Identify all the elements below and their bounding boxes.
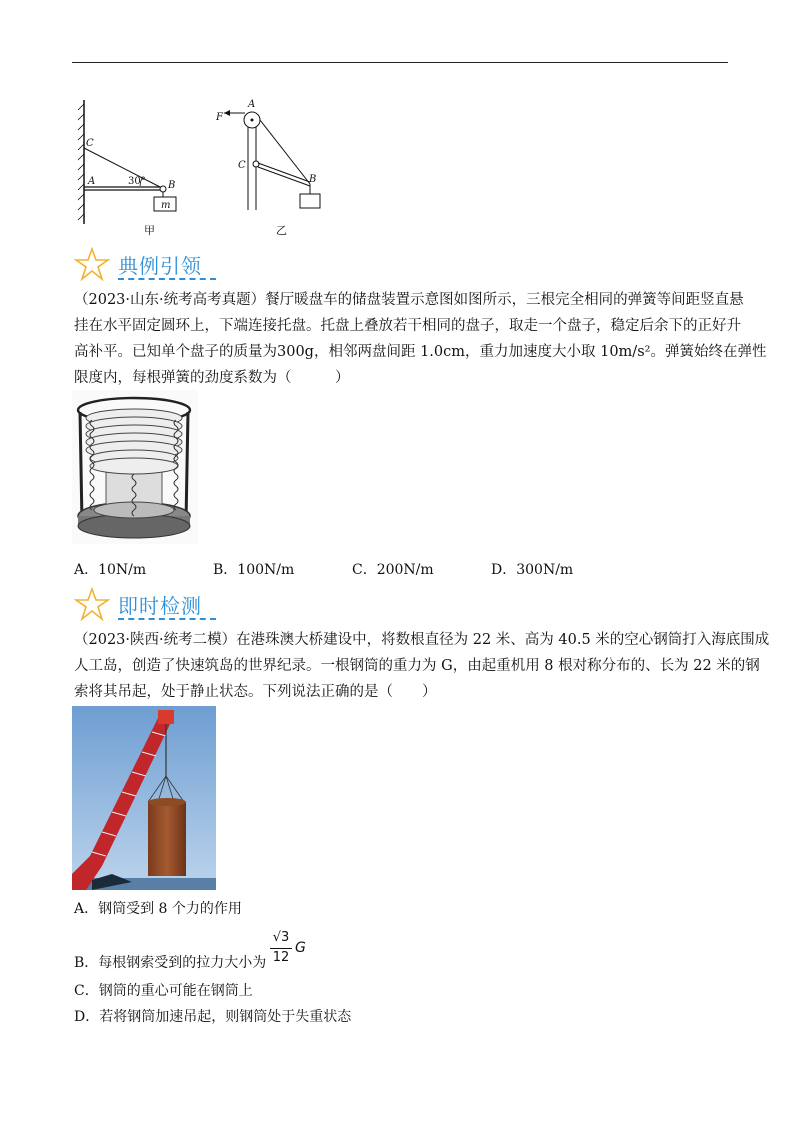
crane-photo <box>72 706 216 890</box>
star-icon <box>74 586 110 622</box>
figure-yi <box>210 98 330 238</box>
option-d: D．若将钢筒加速吊起，则钢筒处于失重状态 <box>74 1009 352 1025</box>
label-c: C <box>238 160 246 171</box>
caption-jia: 甲 <box>144 224 155 236</box>
caption-yi: 乙 <box>276 224 287 237</box>
question-2-text: （2023·陕西·统考二模）在港珠澳大桥建设中，将数根直径为 22 米、高为 40.5 米的空心钢筒打入海底围成 人工岛，创造了快速筑岛的世界纪录。一根钢筒的重力为 G，由起重机用 8 根对称分布的、长为 22 米的钢 索将其吊起，处于静止状态。下列说法正确的是（ ） <box>74 632 770 700</box>
figure-jia <box>70 96 190 236</box>
star-icon <box>74 246 110 282</box>
option-d: D．300N/m <box>491 562 574 578</box>
option-a: A．钢筒受到 8 个力的作用 <box>74 901 242 917</box>
section-title: 典例引领 <box>118 254 202 278</box>
label-angle: 30° <box>128 176 146 187</box>
fraction-denominator: 12 <box>272 950 290 965</box>
label-a: A <box>88 176 96 187</box>
label-m: m <box>161 200 171 211</box>
option-c: C．200N/m <box>352 562 434 578</box>
label-b: B <box>309 174 317 185</box>
label-a: A <box>248 99 256 110</box>
header-rule <box>72 62 728 63</box>
label-b: B <box>168 180 176 191</box>
label-c: C <box>86 138 94 149</box>
question-1-options <box>74 559 674 581</box>
fraction-numerator: √3 <box>272 930 290 945</box>
option-b: B．100N/m <box>213 562 295 578</box>
plate-warmer-figure <box>72 390 198 544</box>
question-1-text: （2023·山东·统考高考真题）餐厅暖盘车的储盘装置示意图如图所示，三根完全相同的弹簧等间距竖直悬 挂在水平固定圆环上，下端连接托盘。托盘上叠放若干相同的盘子，取走一个盘子，稳定后余下的正好升 高补平。已知单个盘子的质量为300g，相邻两盘间距 1.0cm，重力加速度大小取 10m/s²。弹簧始终在弹性 限度内，每根弹簧的劲度系数为（ ） <box>74 292 767 386</box>
variable-g: G <box>295 940 306 956</box>
option-c: C．钢筒的重心可能在钢筒上 <box>74 983 253 999</box>
option-a: A．10N/m <box>74 562 147 578</box>
section-title: 即时检测 <box>118 594 202 618</box>
label-f: F <box>216 112 223 123</box>
